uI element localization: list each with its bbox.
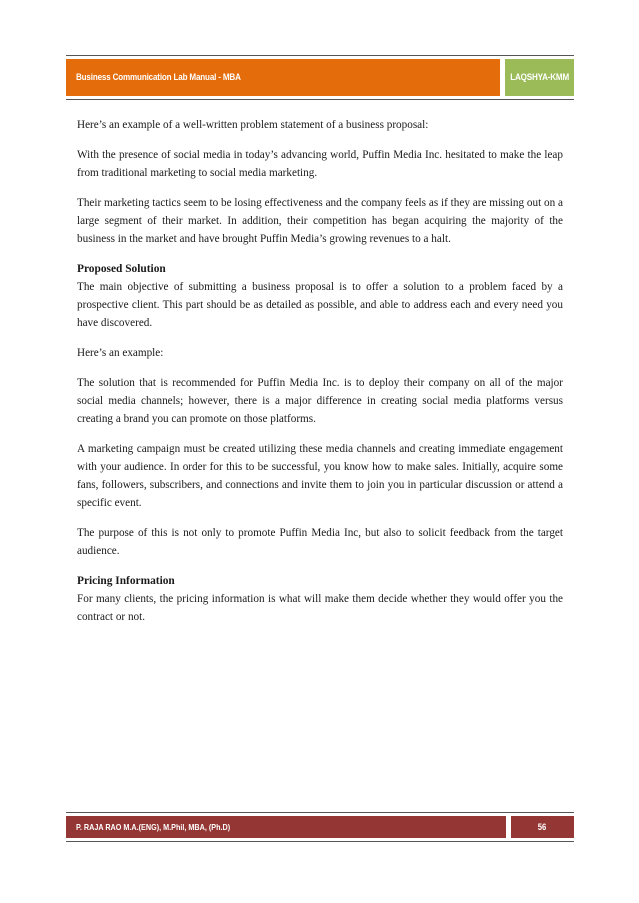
page-number: 56 (538, 822, 547, 832)
solution-paragraph-4: The purpose of this is not only to promote Puffin Media Inc, but also to solicit feedback from the target audience. (77, 527, 563, 557)
pricing-information-heading: Pricing Information (77, 575, 175, 587)
page-header (66, 59, 574, 96)
header-label: LAQSHYA-KMM (510, 72, 570, 83)
footer-rule-top (66, 812, 574, 813)
example-label: Here’s an example: (77, 347, 164, 359)
footer-rule-bottom (66, 841, 574, 842)
page-footer (66, 816, 574, 838)
pricing-paragraph: For many clients, the pricing information is what will make them decide whether they would offer you the contract or not. (77, 593, 563, 623)
solution-paragraph-3: A marketing campaign must be created utilizing these media channels and creating immediate engagement with your audience. In order for this to be successful, you know how to make sales. Initially, acquire some fans, followers, subscribers, and connections and invite them to join you in particular discussion or attend a specific event. (77, 443, 563, 509)
footer-author: P. RAJA RAO M.A.(ENG), M.Phil, MBA, (Ph.D) (76, 822, 231, 832)
header-rule-bottom (66, 99, 574, 100)
header-rule-top (66, 55, 574, 56)
footer-page-box (511, 816, 574, 838)
problem-paragraph-2: Their marketing tactics seem to be losing effectiveness and the company feels as if they are missing out on a large segment of their market. In addition, their competition has began acquiring the majority of the business in the market and have brought Puffin Media’s growing revenues to a halt. (77, 197, 563, 245)
page-body (77, 116, 563, 626)
proposed-solution-heading: Proposed Solution (77, 263, 166, 275)
header-label-box (505, 59, 574, 96)
solution-paragraph-2: The solution that is recommended for Puffin Media Inc. is to deploy their company on all of the major social media channels; however, there is a major difference in creating social media platforms versus creating a brand you can promote on those platforms. (77, 377, 563, 425)
header-title-box (66, 59, 500, 96)
intro-paragraph: Here’s an example of a well-written problem statement of a business proposal: (77, 119, 429, 131)
solution-paragraph-1: The main objective of submitting a business proposal is to offer a solution to a problem faced by a prospective client. This part should be as detailed as possible, and able to address each and every need you have discovered. (77, 281, 563, 329)
footer-author-box (66, 816, 506, 838)
problem-paragraph-1: With the presence of social media in today’s advancing world, Puffin Media Inc. hesitated to make the leap from traditional marketing to social media marketing. (77, 149, 563, 179)
header-title: Business Communication Lab Manual - MBA (76, 72, 241, 83)
